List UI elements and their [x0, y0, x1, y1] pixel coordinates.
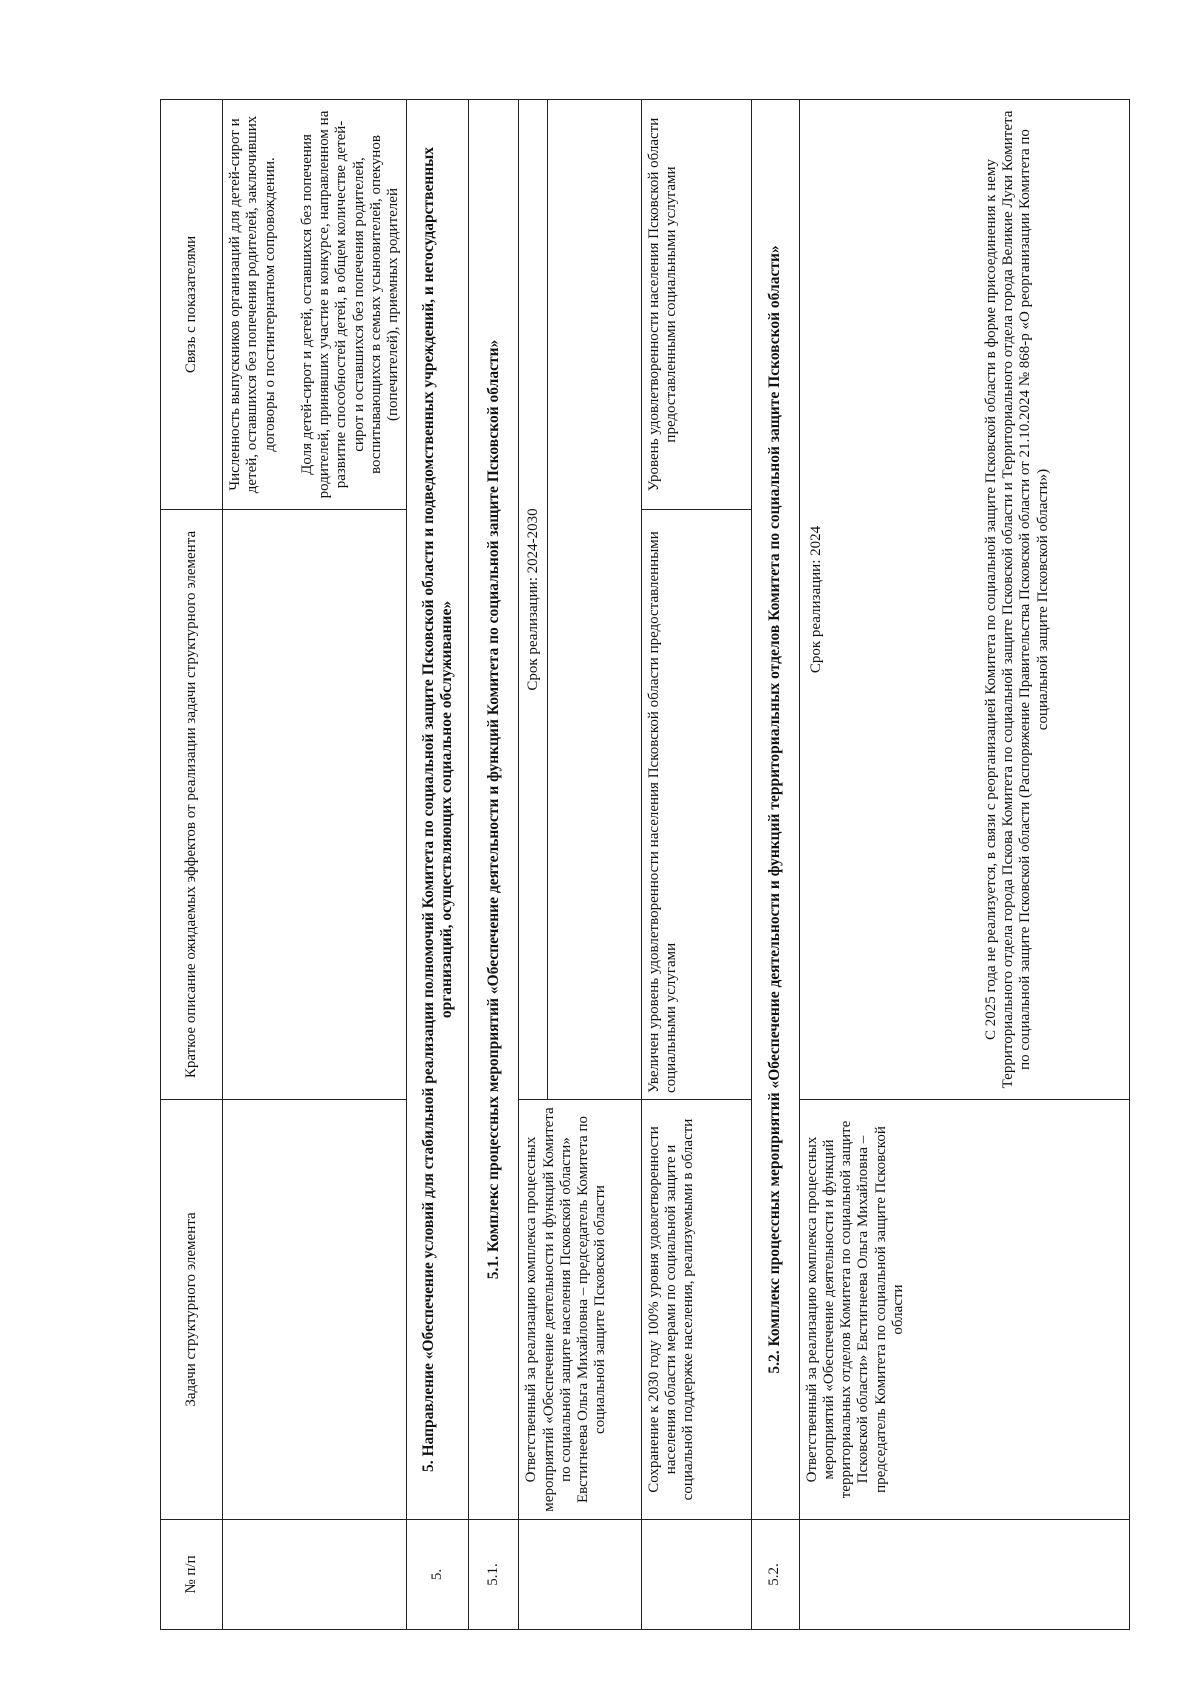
indicator-graduates-count: Численность выпускников организаций для детей-сирот и детей, оставшихся без попечения родителей, заключивших договоры о постинтернатном сопровождении.	[227, 115, 278, 494]
header-effects: Краткое описание ожидаемых эффектов от реализации задачи структурного элемента	[161, 510, 223, 1100]
table-row-continued	[223, 100, 407, 1630]
cell-5-1-task-num-empty	[641, 1520, 751, 1630]
cell-5-1-num-empty	[519, 1520, 641, 1630]
cell-link-indicators	[223, 100, 407, 510]
cell-5-2-num-empty	[799, 1520, 1129, 1630]
section-5-1-period: Срок реализации: 2024-2030	[519, 100, 547, 1100]
section-5-2-body-row	[799, 100, 1129, 1630]
section-5-1-responsible: Ответственный за реализацию комплекса процессных мероприятий «Обеспечение деятельности и функций Комитета по социальной защите населения Псковской области» Евстигнеева Ольга Михайловна – председатель Комитета по социальной защите Псковской области	[519, 1100, 641, 1520]
section-5-1-effect: Увеличен уровень удовлетворенности населения Псковской области предоставленными социальными услугами	[641, 510, 751, 1100]
header-link: Связь с показателями	[161, 100, 223, 510]
cell-effects-empty	[223, 510, 407, 1100]
section-5-1-num: 5.1.	[469, 1520, 519, 1630]
section-5-1-responsible-row	[519, 100, 547, 1630]
cell-num-empty	[223, 1520, 407, 1630]
section-5-1-task: Сохранение к 2030 году 100% уровня удовлетворенности населения области мерами по социальной защите и социальной поддержке населения, реализуемыми в области	[641, 1100, 751, 1520]
section-5-1-title: 5.1. Комплекс процессных мероприятий «Обеспечение деятельности и функций Комитета по социальной защите Псковской области»	[469, 100, 519, 1520]
cell-tasks-empty	[223, 1100, 407, 1520]
indicator-orphans-share: Доля детей-сирот и детей, оставшихся без попечения родителей, принявших участие в конкурсе, направленном на развитие способностей детей, в общем количестве детей-сирот и оставшихся без попечения родителей, воспитывающихся в семьях усыновителей, опекунов (попечителей), приемных родителей	[298, 110, 401, 499]
section-5-1-link: Уровень удовлетворенности населения Псковской области предоставленными социальными услугами	[641, 100, 751, 510]
section-5-2-note: С 2025 года не реализуется, в связи с реорганизацией Комитета по социальной защите Псковской области в форме присоединения к нему Территориального отдела города Пскова Комитета по социальной защите Псковской области и Территориального отдела города Великие Луки Комитета по социальной защите Псковской области (Распоряжение Правительства Псковской области от 21.10.2024 № 868-р «О реорганизации Комитета по социальной защите Псковской области»)	[982, 110, 1051, 1089]
section-5-title: 5. Направление «Обеспечение условий для стабильной реализации полномочий Комитета по социальной защите Псковской области и подведомственных учреждений, и негосударственных организаций, осуществляющих социальное обслуживание»	[407, 100, 469, 1520]
section-5-2-responsible: Ответственный за реализацию комплекса процессных мероприятий «Обеспечение деятельности и функций территориальных отделов Комитета по социальной защите Псковской области» Евстигнеева Ольга Михайловна – председатель Комитета по социальной защите Псковской области	[799, 1100, 1129, 1520]
section-5-1-row	[469, 100, 519, 1630]
section-5-2-period: Срок реализации: 2024	[807, 525, 824, 674]
table-header-row	[161, 100, 223, 1630]
rotated-document-sheet	[160, 100, 1070, 1630]
section-5-1-task-row	[641, 100, 751, 1630]
header-tasks: Задачи структурного элемента	[161, 1100, 223, 1520]
section-5-2-num: 5.2.	[751, 1520, 799, 1630]
section-5-2-row	[751, 100, 799, 1630]
structural-elements-table	[160, 99, 1130, 1630]
section-5-2-title: 5.2. Комплекс процессных мероприятий «Обеспечение деятельности и функций территориальных отделов Комитета по социальной защите Псковской области»	[751, 100, 799, 1520]
section-5-2-content	[799, 100, 1129, 1100]
header-num: № п/п	[161, 1520, 223, 1630]
section-5-num: 5.	[407, 1520, 469, 1630]
section-5-row	[407, 100, 469, 1630]
cell-5-1-period-space	[547, 100, 641, 1100]
